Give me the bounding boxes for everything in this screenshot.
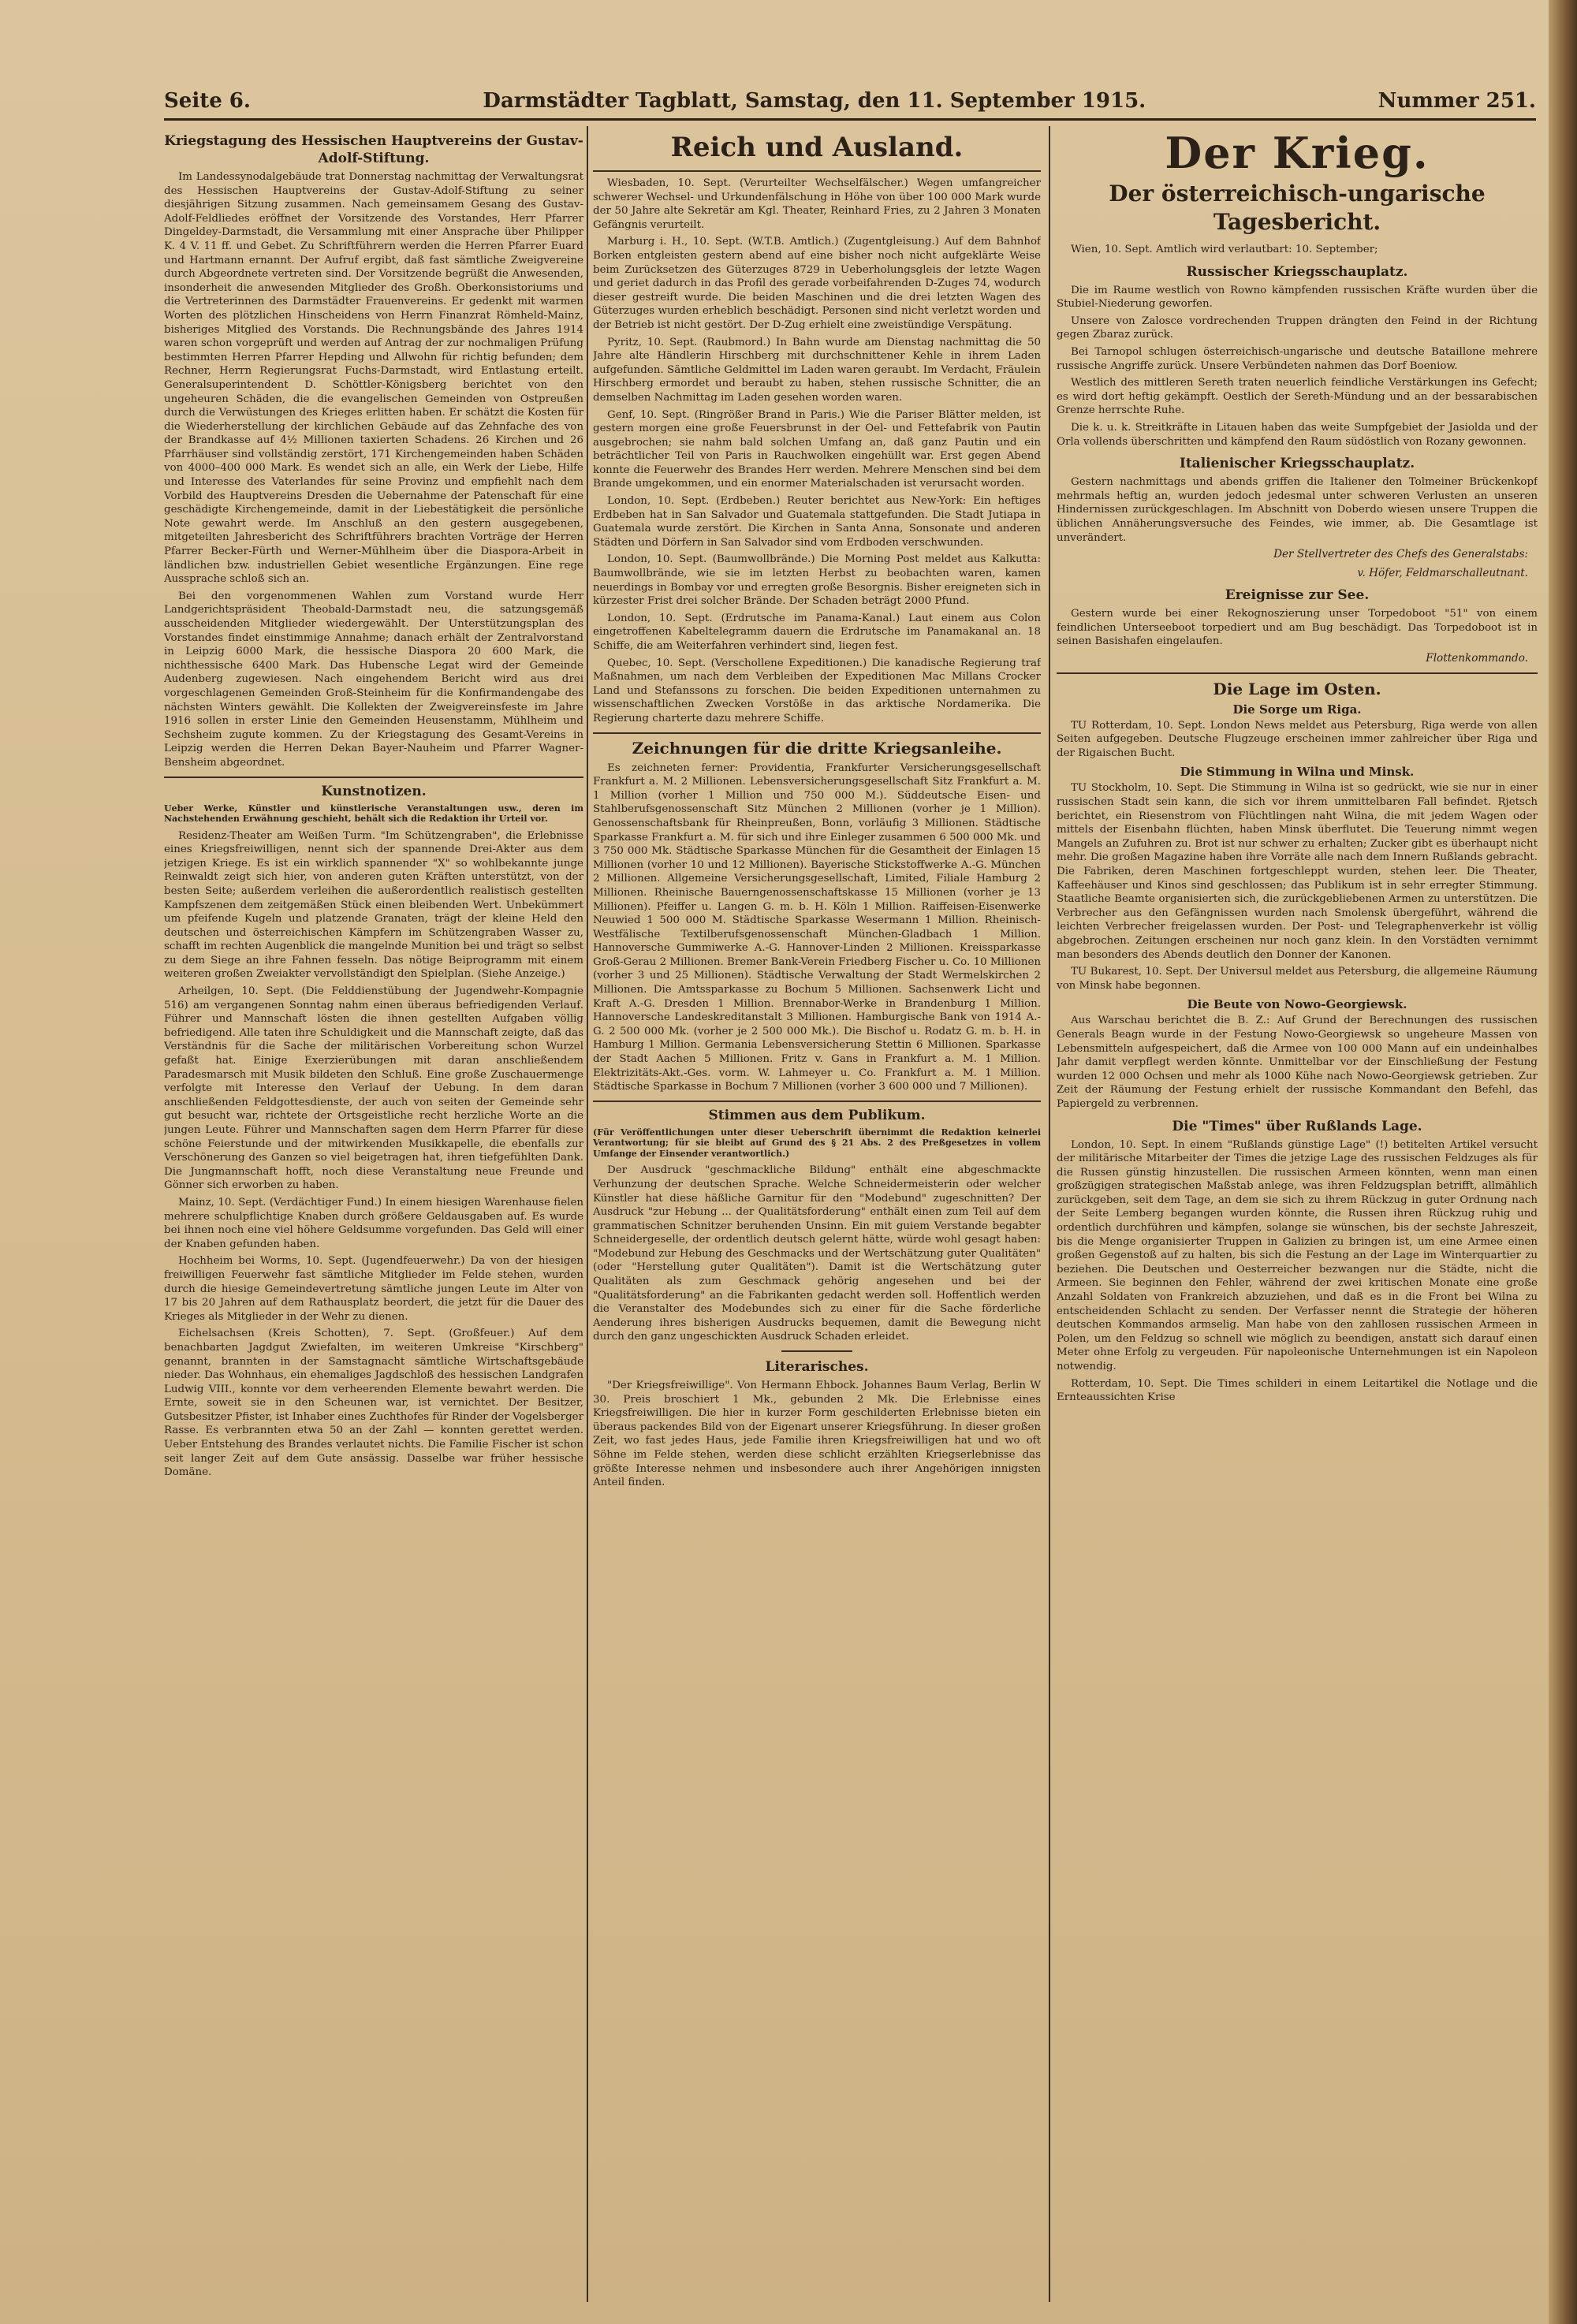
article-paragraph: Quebec, 10. Sept. (Verschollene Expeditionen.) Die kanadische Regierung traf Maßnahmen, um nach dem Verbleiben der Expeditionen Mac Millans Crocker Land und Stefanssons zu forschen. Die beiden Expeditionen unternahmen zu wissenschaftlichen Zwecken Vorstöße in das arktische Nordamerika. Die Regierung charterte dazu mehrere Schiffe. xyxy=(593,657,1041,724)
signature: Flottenkommando. xyxy=(1426,652,1528,665)
article-paragraph: Arheilgen, 10. Sept. (Die Felddienstübung der Jugendwehr-Kompagnie 516) am vergangenen Sonntag nahm einen überaus befriedigenden Verlauf. Führer und Mannschaft lösten die ihnen gestellten Aufgaben völlig befriedigend. Alle taten ihre Schuldigkeit und die Mannschaft zeigte, daß das Verständnis für die Sache der militärischen Vorbereitung schon Wurzel gefaßt hat. Einige Exerzierübungen mit daran anschließendem Paradesmarsch mit Musik bildeten den Schluß. Eine große Zuschauermenge verfolgte mit Interesse den Verlauf der Uebung. In dem daran anschließenden Feldgottesdienste, der auch von seiten der Gemeinde sehr gut besucht war, richtete der Ortsgeistliche recht herzliche Worte an die jungen Leute. Führer und Mannschaften sagen dem Herrn Pfarrer für diese schöne Feierstunde und der mitwirkenden Musikkapelle, die ebenfalls zur Verschönerung des Ganzen so viel beigetragen hat, ihren tiefgefühlten Dank. Die Jungmannschaft hofft, noch diese Veranstaltung neue Freunde und Gönner sich erworben zu haben. xyxy=(164,985,583,1192)
section-divider xyxy=(781,1350,852,1352)
war-section-title: Der Krieg. xyxy=(1165,128,1430,178)
column-1 xyxy=(164,128,583,2311)
article-paragraph: Es zeichneten ferner: Providentia, Frankfurter Versicherungsgesellschaft Frankfurt a. M. 2 Millionen. Lebensversicherungsgesellschaft Sitz Frankfurt a. M. 1 Million (vorher 1 Million und 750 000 M.). Süddeutsche Eisen- und Stahlberufsgenossenschaft Sitz München 2 Millionen (vorher je 1 Million). Genossenschaftsbank für Rheinpreußen, Bonn, vorläufig 3 Millionen. Städtische Sparkasse Frankfurt a. M. für sich und ihre Einleger zusammen 6 500 000 Mk. und 3 750 000 Mk. Städtische Sparkasse München für die Gesamtheit der Einlagen 15 Millionen (vorher 10 und 12 Millionen). Bayerische Stickstoffwerke A.-G. München 2 Millionen. Allgemeine Versicherungsgesellschaft, Limited, Filiale Hamburg 2 Millionen. Rheinische Bauerngenossenschaftskasse 15 Millionen (vorher je 13 Millionen). Pfeiffer u. Langen G. m. b. H. Köln 1 Million. Raiffeisen-Eisenwerke Neuwied 1 500 000 M. Städtische Sparkasse Wesermann 1 Million. Rheinisch-Westfälische Textilberufsgenossenschaft München-Gladbach 1 Million. Hannoversche Gummiwerke A.-G. Hannover-Linden 2 Millionen. Kreissparkasse Groß-Gerau 2 Millionen. Bremer Bank-Verein Friedberg Fischer u. Co. 10 Millionen (vorher 3 und 25 Millionen). Städtische Verwaltung der Stadt Wermelskirchen 2 Millionen. Die Amtssparkasse zu Bochum 5 Millionen. Sachsenwerk Licht und Kraft A.-G. Dresden 1 Million. Brennabor-Werke in Brandenburg 1 Million. Hannoversche Landeskreditanstalt 3 Millionen. Hamburgische Bank von 1914 A.-G. 2 500 000 Mk. (vorher je 2 500 000 Mk.). Die Bischof u. Rodatz G. m. b. H. in Hamburg 1 Million. Germania Lebensversicherung Stettin 6 Millionen. Sparkasse der Stadt Aachen 5 Millionen. Fritz v. Gans in Frankfurt a. M. 1 Million. Elektrizitäts-Akt.-Ges. vorm. W. Lahmeyer u. Co. Frankfurt a. M. 1 Million. Städtische Sparkasse in Bochum 7 Millionen (vorher 3 600 000 und 7 Millionen). xyxy=(593,762,1041,1093)
article-paragraph: Westlich des mittleren Sereth traten neuerlich feindliche Verstärkungen ins Gefecht; es wird dort heftig gekämpft. Oestlich der Sereth-Mündung und an der bessarabischen Grenze herrschte Ruhe. xyxy=(1057,377,1538,417)
section-headline: Ereignisse zur See. xyxy=(1225,587,1370,604)
page-number: Seite 6. xyxy=(164,89,251,113)
article-paragraph: Gestern wurde bei einer Rekognoszierung unser Torpedoboot "51" von einem feindlichen Unterseeboot torpediert und am Bug beschädigt. Das Torpedoboot ist in seinen Basishafen eingelaufen. xyxy=(1057,608,1538,648)
header-rule xyxy=(164,118,1536,121)
masthead: Darmstädter Tagblatt, Samstag, den 11. September 1915. xyxy=(483,89,1146,113)
section-headline: Reich und Ausland. xyxy=(670,132,964,163)
column-2 xyxy=(593,128,1041,2311)
article-paragraph: TU Rotterdam, 10. Sept. London News meldet aus Petersburg, Riga werde von allen Seiten aufgegeben. Deutsche Flugzeuge erscheinen immer zahlreicher über Riga und der Rigaischen Bucht. xyxy=(1057,719,1538,759)
editorial-note: Ueber Werke, Künstler und künstlerische Veranstaltungen usw., deren im Nachstehenden Erwähnung geschieht, behält sich die Redaktion ihr Urteil vor. xyxy=(164,803,583,825)
article-paragraph: Aus Warschau berichtet die B. Z.: Auf Grund der Berechnungen des russischen Generals Beagn wurde in der Festung Nowo-Georgiewsk so ungeheure Massen von Lebensmitteln aufgespeichert, daß die Armee von 100 000 Mann auf ein undeinhalbes Jahr damit verpflegt werden könnte. Unmittelbar vor der Einschließung der Festung wurden 12 000 Ochsen und mehr als 1000 Kühe nach Nowo-Georgiewsk getrieben. Zur Zeit der Räumung der Festung erhielt der russische Kommandant den Befehl, das Papiergeld zu verbrennen. xyxy=(1057,1015,1538,1110)
section-divider xyxy=(164,777,583,778)
issue-number: Nummer 251. xyxy=(1378,89,1536,113)
article-paragraph: Gestern nachmittags und abends griffen die Italiener den Tolmeiner Brückenkopf mehrmals heftig an, wurden jedoch jedesmal unter schweren Verlusten an unseren Hindernissen zurückgeschlagen. Im Abschnitt von Doberdo wiesen unsere Truppen die üblichen Annäherungsversuche des Feindes, wie immer, ab. Die Gesamtlage ist unverändert. xyxy=(1057,476,1538,544)
article-paragraph: Eichelsachsen (Kreis Schotten), 7. Sept. (Großfeuer.) Auf dem benachbarten Jagdgut Zwiefalten, im weiteren Umkreise "Kirschberg" genannt, brannten in der Samstagnacht sämtliche Wirtschaftsgebäude nieder. Das Wohnhaus, ein ehemaliges Jagdschloß des hessischen Landgrafen Ludwig VIII., konnte vor dem verheerenden Elemente bewahrt werden. Die Ernte, soweit sie in den Scheunen war, ist vernichtet. Der Besitzer, Gutsbesitzer Pfister, ist Inhaber eines Zuchthofes für Rinder der Vogelsberger Rasse. Es verbrannten etwa 50 an der Zahl — konnten gerettet werden. Ueber Entstehung des Brandes verlautet nichts. Die Familie Fischer ist schon seit langer Zeit auf dem Gute ansässig. Dasselbe war früher hessische Domäne. xyxy=(164,1328,583,1479)
column-divider xyxy=(587,126,588,2302)
article-paragraph: Die k. u. k. Streitkräfte in Litauen haben das weite Sumpfgebiet der Jasiolda und der Orla vollends überschritten und kämpfend den Raum südöstlich von Rozany gewonnen. xyxy=(1057,421,1538,448)
article-paragraph: London, 10. Sept. (Baumwollbrände.) Die Morning Post meldet aus Kalkutta: Baumwollbrände, wie sie im letzten Herbst zu beobachten waren, kamen neuerdings in Bombay vor und erregten große Besorgnis. Bisher ereigneten sich in kürzester Frist drei solcher Brände. Der Schaden beträgt 2000 Pfund. xyxy=(593,553,1041,608)
article-paragraph: Wiesbaden, 10. Sept. (Verurteilter Wechselfälscher.) Wegen umfangreicher schwerer Wechsel- und Urkundenfälschung in Höhe von über 100 000 Mark wurde der 50 Jahre alte Sekretär am Kgl. Theater, Reinhard Fries, zu 2 Jahren 3 Monaten Gefängnis verurteilt. xyxy=(593,177,1041,231)
article-paragraph: Genf, 10. Sept. (Ringrößer Brand in Paris.) Wie die Pariser Blätter melden, ist gestern morgen eine große Feuersbrunst in der Oel- und Fettefabrik von Pautin ausgebrochen; sie nahm bald solchen Umfang an, daß ganz Pautin und ein beträchtlicher Teil von Paris in Rauchwolken eingehüllt war. Erst gegen Abend konnte die Feuerwehr des Brandes Herr werden. Mehrere Menschen sind bei dem Brande umgekommen, und ein enormer Materialschaden ist verursacht worden. xyxy=(593,408,1041,490)
article-paragraph: Bei Tarnopol schlugen österreichisch-ungarische und deutsche Bataillone mehrere russische Angriffe zurück. Unsere Verbündeten nahmen das Dorf Boeniow. xyxy=(1057,345,1538,372)
section-headline: Die "Times" über Rußlands Lage. xyxy=(1172,1118,1422,1134)
section-headline: Kunstnotizen. xyxy=(321,783,427,799)
sub-headline: Die Sorge um Riga. xyxy=(1232,702,1362,717)
article-paragraph: London, 10. Sept. (Erdrutsche im Panama-Kanal.) Laut einem aus Colon eingetroffenen Kabeltelegramm dauern die Erdrutsche im Panamakanal an. 18 Schiffe, die am Weiterfahren verhindert sind, liegen fest. xyxy=(593,612,1041,652)
article-paragraph: London, 10. Sept. In einem "Rußlands günstige Lage" (!) betitelten Artikel versucht der militärische Mitarbeiter der Times die jetzige Lage des russischen Feldzuges als für die Russen günstig hinzustellen. Die russischen Armeen könnten, wenn man einen großzügigen strategischen Maßstab anlege, was ihren Feldzugsplan betrifft, allmählich zurückgeben, seit dem Tage, an dem sie sich zu ihrem Rückzug in guter Ordnung nach der Seite Lemberg begangen wurden könnte, die Russen ihren Rückzug ruhig und ordentlich durchführen und kämpfen, solange sie wünschen, bis der sechste Jahreszeit, bis die Menge organisierter Truppen in Galizien zu bringen ist, um eine Armee einen großen Gegenstoß auf zu halten, bis sich die Festung an der Lage im Winterquartier zu beziehen. Die Deutschen und Oesterreicher bezwangen nur die Städte, nicht die Armeen. Sie beginnen den Fehler, während der zwei kritischen Monate eine große Anzahl Soldaten von Frankreich abzuziehen, und daß es in die Front bei Wilna zu entscheidenden Schlacht zu senden. Der Verfasser nennt die Strategie der höheren deutschen Kommandos armselig. Man habe von den zahllosen russischen Armeen in Polen, um den Feldzug so schnell wie möglich zu beendigen, anstatt sich darauf einen Meter ohne Erfolg zu vergeuden. Für napoleonische Unternehmungen ist ein Napoleon notwendig. xyxy=(1057,1138,1538,1372)
article-paragraph: Bei den vorgenommenen Wahlen zum Vorstand wurde Herr Landgerichtspräsident Theobald-Darmstadt neu, die satzungsgemäß ausscheidenden Mitglieder wiedergewählt. Der Unterstützungsplan des Vorstandes findet einstimmige Annahme; danach erhält der Zentralvorstand in Leipzig 6000 Mark, die hessische Diaspora 20 600 Mark, die nichthessische 6400 Mark. Das Hubensche Legat wird der Gemeinde Audenberg zugewiesen. Nach eingehendem Bericht wird aus drei vorgeschlagenen Gemeinden Groß-Steinheim für die Konfirmandengabe des nächsten Winters gewählt. Die Kollekten der Zweigvereinsfeste im Jahre 1916 sollen in erster Linie den Gemeinden Heusenstamm, Mühlheim und Sechsheim zugute kommen. Zu der Kriegstagung des Gesamt-Vereins in Leipzig werden die Herren Dekan Bayer-Nauheim und Pfarrer Wagner-Bensheim abgeordnet. xyxy=(164,590,583,769)
section-divider xyxy=(593,732,1041,734)
section-headline: Russischer Kriegsschauplatz. xyxy=(1186,263,1408,280)
article-paragraph: Pyritz, 10. Sept. (Raubmord.) In Bahn wurde am Dienstag nachmittag die 50 Jahre alte Händlerin Hirschberg mit durchschnittener Kehle in ihrem Laden aufgefunden. Sämtliche Geldmittel im Laden waren geraubt. Im Verdacht, Fräulein Hirschberg ermordet und beraubt zu haben, stehen russische Schnitter, die an demselben Nachmittag im Laden gesehen worden waren. xyxy=(593,336,1041,404)
section-divider xyxy=(1057,672,1538,674)
editorial-note: (Für Veröffentlichungen unter dieser Ueberschrift übernimmt die Redaktion keinerlei Verantwortung; für sie bleibt auf Grund des § 21 Abs. 2 des Preßgesetzes in vollem Umfange der Einsender verantwortlich.) xyxy=(593,1127,1041,1159)
article-paragraph: London, 10. Sept. (Erdbeben.) Reuter berichtet aus New-York: Ein heftiges Erdbeben hat in San Salvador und Guatemala stattgefunden. Die Stadt Jutiapa in Guatemala wurde zerstört. Die Kirchen in Santa Anna, Sonsonate und anderen Städten und Dörfern in San Salvador sind vom Erdboden verschwunden. xyxy=(593,495,1041,549)
section-headline: Die Lage im Osten. xyxy=(1213,679,1381,698)
column-3 xyxy=(1057,128,1538,2311)
section-headline: Zeichnungen für die dritte Kriegsanleihe. xyxy=(632,738,1002,758)
article-paragraph: Im Landessynodalgebäude trat Donnerstag nachmittag der Verwaltungsrat des Hessischen Hauptvereins der Gustav-Adolf-Stiftung zu seiner diesjährigen Sitzung zusammen. Nach gemeinsamem Gesang des Gustav-Adolf-Feldliedes eröffnet der Vorsitzende des Vorstandes, Herr Pfarrer Dingeldey-Darmstadt, die Versammlung mit einer Ansprache über Philipper K. 4 V. 11 ff. und Gebet. Zu Schriftführern werden die Herren Pfarrer Euard und Hartmann ernannt. Der Aufruf ergibt, daß fast sämtliche Zweigvereine durch Abgeordnete vertreten sind. Der Vorsitzende begrüßt die Anwesenden, insonderheit die anwesenden Mitglieder des Großh. Oberkonsistoriums und die Vertreterinnen des Darmstädter Frauenvereins. Er gedenkt mit warmen Worten des plötzlichen Hinscheidens von Herrn Finanzrat Römheld-Mainz, bisheriges Mitglied des Vorstands. Die Rechnungsbände des Jahres 1914 waren schon vorgeprüft und werden auf Antrag der zur nochmaligen Prüfung bestimmten Herren Pfarrer Hepding und Allwohn für richtig befunden; dem Rechner, Herrn Regierungsrat Fuchs-Darmstadt, wird Entlastung erteilt. Generalsuperintendent D. Schöttler-Königsberg berichtet von den ungeheuren Schäden, die die evangelischen Gemeinden von Ostpreußen durch die Verwüstungen des Krieges erlitten haben. Er schätzt die Kosten für die Wiederherstellung der kirchlichen Gebäude auf das Zehnfache des von der Brandkasse auf 4½ Millionen taxierten Schadens. 26 Kirchen und 26 Pfarrhäuser sind vollständig zerstört, 171 Kirchengemeinden haben Schäden von 4000–400 000 Mark. Es wendet sich an alle, ein Werk der Liebe, Hilfe und Interesse des Vaterlandes für seine Provinz und empfiehlt nach dem Vorbild des Hauptvereins Dresden die Uebernahme der Patenschaft für eine geschädigte Kirchengemeinde, damit in der Liebestätigkeit die persönliche Note gewahrt werde. Im Anschluß an den gestern ausgegebenen, mitgeteilten Jahresbericht des Schriftführers brachten Vorträge der Herren Pfarrer Becker-Fürth und Werner-Mühlheim über die Diaspora-Arbeit in ländlichen bzw. industriellen Gebiet wesentliche Ergänzungen. Eine rege Aussprache schloß sich an. xyxy=(164,171,583,586)
article-paragraph: Die im Raume westlich von Rowno kämpfenden russischen Kräfte wurden über die Stubiel-Niederung geworfen. xyxy=(1057,284,1538,311)
page-header xyxy=(164,85,1536,117)
article-paragraph: Marburg i. H., 10. Sept. (W.T.B. Amtlich.) (Zugentgleisung.) Auf dem Bahnhof Borken entgleisten gestern abend auf eine bisher noch nicht aufgeklärte Weise beim Zurücksetzen des Güterzuges 8729 in Ueberholungsgleis der letzte Wagen und geriet dadurch in das Profil des gerade vorbeifahrenden D-Zuges 74, wodurch dieser gestreift wurde. Die beiden Maschinen und die drei letzten Wagen des Güterzuges wurden erheblich beschädigt. Personen sind nicht verletzt worden und der Betrieb ist nicht gestört. Der D-Zug erhielt eine zweistündige Verspätung. xyxy=(593,236,1041,331)
sub-headline: Die Beute von Nowo-Georgiewsk. xyxy=(1187,997,1407,1012)
sub-headline: Die Stimmung in Wilna und Minsk. xyxy=(1180,765,1415,780)
section-divider xyxy=(593,1101,1041,1102)
book-binding-edge xyxy=(1549,0,1577,2324)
article-paragraph: Wien, 10. Sept. Amtlich wird verlautbart: 10. September; xyxy=(1071,244,1378,255)
article-paragraph: Mainz, 10. Sept. (Verdächtiger Fund.) In einem hiesigen Warenhause fielen mehrere schulpflichtige Knaben durch größere Geldausgaben auf. Es wurde bei ihnen noch eine viel höhere Geldsumme vorgefunden. Das Geld will einer der Knaben gefunden haben. xyxy=(164,1196,583,1250)
signature: v. Höfer, Feldmarschalleutnant. xyxy=(1357,566,1528,579)
article-paragraph: Residenz-Theater am Weißen Turm. "Im Schützengraben", die Erlebnisse eines Kriegsfreiwilligen, nennt sich der spannende Drei-Akter aus dem jetzigen Kriege. Es ist ein wirklich spannender "X" so wohlbekannte junge Reinwaldt zeigt sich hier, von anderen guten Kräften unterstützt, von der besten Seite; außerdem verleihen die außerordentlich realistisch gestellten Kampfszenen dem zeitgemäßen Stück einen bleibenden Wert. Unbekümmert um pfeifende Kugeln und platzende Granaten, trägt der kleine Held den deutschen und österreichischen Kämpfern im Schützengraben Wasser zu, schafft im rechten Augenblick die mangelnde Munition bei und trägt so selbst zu dem Siege an ihre Fahnen fesseln. Das nötige Beiprogramm mit einem weiteren großen Zweiakter vervollständigt den Spielplan. (Siehe Anzeige.) xyxy=(164,829,583,981)
article-paragraph: "Der Kriegsfreiwillige". Von Hermann Ehbock. Johannes Baum Verlag, Berlin W 30. Preis broschiert 1 Mk., gebunden 2 Mk. Die Erlebnisse eines Kriegsfreiwilligen. Die hier in kurzer Form geschilderten Erlebnisse bieten ein überaus packendes Bild von der Eigenart unserer Kriegsführung. In dieser großen Zeit, wo fast jedes Haus, jede Familie ihren Kriegsfreiwilligen hat und wo oft Söhne im Felde stehen, werden diese schlicht erzählten Kriegserlebnisse das größte Interesse nehmen und insbesondere auch ihrer Angehörigen innigsten Anteil finden. xyxy=(593,1380,1041,1489)
war-section-subtitle: Der österreichisch-ungarische Tagesbericht. xyxy=(1109,181,1486,235)
article-paragraph: Rotterdam, 10. Sept. Die Times schilderi in einem Leitartikel die Notlage und die Ernteaussichten Krise xyxy=(1057,1377,1538,1404)
section-headline: Literarisches. xyxy=(765,1359,869,1376)
article-paragraph: TU Stockholm, 10. Sept. Die Stimmung in Wilna ist so gedrückt, wie sie nur in einer russischen Stadt sein kann, die sich vor ihrem unmittelbaren Fall befindet. Rjetsch berichtet, ein Riesenstrom von Flüchtlingen naht Wilna, die mit jedem Wagen oder mittels der Eisenbahn flüchten, haben Minsk überflutet. Die Teuerung nimmt wegen Mangels an Zufuhren zu. Brot ist nur schwer zu erhalten; Zucker gibt es überhaupt nicht mehr. Die großen Magazine haben ihre Vorräte alle nach dem Innern Rußlands gebracht. Die Fabriken, deren Maschinen fortgeschleppt wurden, stehen leer. Die Theater, Kaffeehäuser und Kinos sind geschlossen; das Publikum ist in sehr erregter Stimmung. Staatliche Beamte organisierten sich, die zurückgebliebenen Armen zu unterstützen. Die Verbrecher aus den Gefängnissen wurden nach Smolensk übergeführt, während die leichten Verbrecher freigelassen wurden. Der Post- und Telegraphenverkehr ist völlig abgebrochen. Zeitungen erscheinen nur noch ganz klein. In den Vorstädten vernimmt man besonders des Abends deutlich den Donner der Kanonen. xyxy=(1057,782,1538,961)
article-paragraph: TU Bukarest, 10. Sept. Der Universul meldet aus Petersburg, die allgemeine Räumung von Minsk habe begonnen. xyxy=(1057,966,1538,992)
article-headline: Kriegstagung des Hessischen Hauptvereins der Gustav-Adolf-Stiftung. xyxy=(164,133,583,166)
section-headline: Italienischer Kriegsschauplatz. xyxy=(1179,456,1415,472)
article-paragraph: Unsere von Zalosce vordrechenden Truppen drängten den Feind in der Richtung gegen Zbaraz zurück. xyxy=(1057,315,1538,341)
article-paragraph: Der Ausdruck "geschmackliche Bildung" enthält eine abgeschmackte Verhunzung der deutschen Sprache. Welche Schneidermeisterin oder welcher Künstler hat diese häßliche Garnitur für den "Modebund" zugeschnitten? Der Ausdruck "zur Hebung ... der Qualitätsforderung" enthält einen zum Teil auf dem grammatischen Schnitzer beruhenden Unsinn. Ein mit guiem Verstande begabter Schneidergeselle, der ordentlich deutsch gelernt hätte, würde wohl gesagt haben: "Modebund zur Hebung des Geschmacks und der Wertschätzung guter Qualitäten" (oder "Herstellung guter Qualitäten"). Damit ist die Wertschätzung guter Qualitäten als zum Geschmack gehörig angesehen und bei der "Qualitätsforderung" an die Fabrikanten gedacht werden soll. Hoffentlich werden die Veranstalter des Modebundes sich zu einer für die Sache förderliche Aenderung ihres bisherigen Ausdrucks bequemen, damit die Bewegung nicht durch den ganz ungeschickten Ausdruck Schaden erleidet. xyxy=(593,1164,1041,1343)
section-headline: Stimmen aus dem Publikum. xyxy=(708,1107,926,1123)
column-divider xyxy=(1049,126,1050,2302)
signature: Der Stellvertreter des Chefs des Generalstabs: xyxy=(1273,548,1528,561)
section-divider xyxy=(593,170,1041,172)
article-paragraph: Hochheim bei Worms, 10. Sept. (Jugendfeuerwehr.) Da von der hiesigen freiwilligen Feuerwehr fast sämtliche Mitglieder im Felde stehen, wurden durch die hiesige Gemeindevertretung sämtliche jungen Leute im Alter von 17 bis 20 Jahren auf dem Rathausplatz beordert, die jetzt für die Dauer des Krieges als Mitglieder in der Wehr zu dienen. xyxy=(164,1255,583,1323)
